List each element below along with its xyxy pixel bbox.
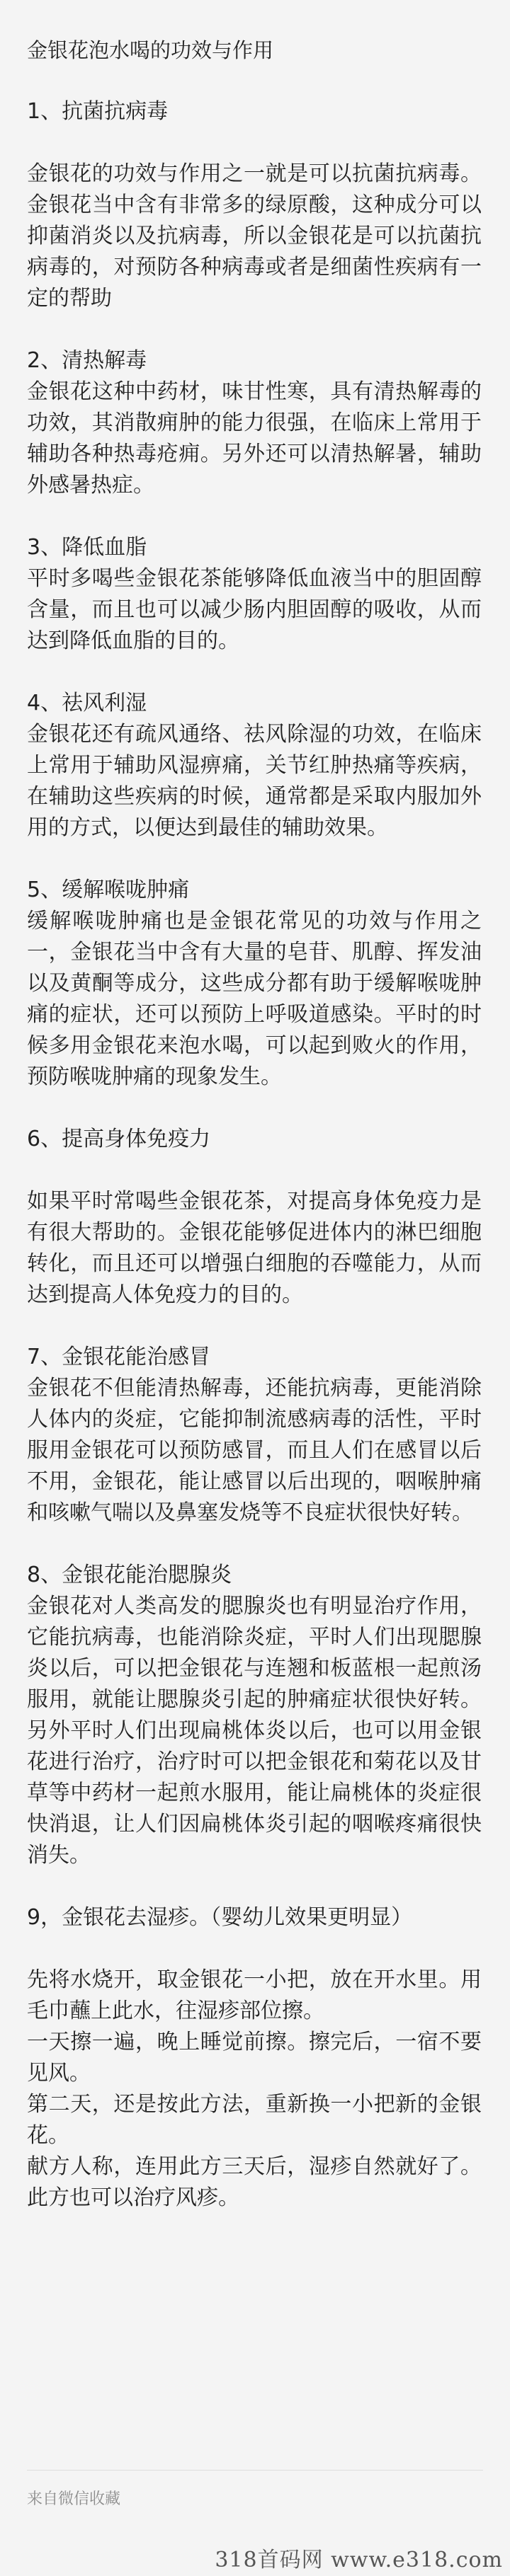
section-heading-7: 7、金银花能治感冒	[27, 1345, 211, 1369]
section-heading-6: 6、提高身体免疫力	[27, 1127, 211, 1151]
section-body-2: 金银花这种中药材，味甘性寒，具有清热解毒的功效，其消散痈肿的能力很强，在临床上常用于辅助各种热毒疮痈。另外还可以清热解暑，辅助外感暑热症。	[27, 379, 482, 498]
remedy-step-1: 先将水烧开，取金银花一小把，放在开水里。用毛巾蘸上此水，往湿疹部位擦。	[27, 1967, 482, 2023]
section-body-5: 缓解喉咙肿痛也是金银花常见的功效与作用之一，金银花当中含有大量的皂苷、肌醇、挥发油以及黄酮等成分，这些成分都有助于缓解喉咙肿痛的症状，还可以预防上呼吸道感染。平时的时候多用金银花来泡水喝，可以起到败火的作用，预防喉咙肿痛的现象发生。	[27, 909, 482, 1089]
article-title: 金银花泡水喝的功效与作用	[27, 38, 274, 62]
section-heading-4: 4、祛风利湿	[27, 691, 147, 715]
section-body-7: 金银花不但能清热解毒，还能抗病毒，更能消除人体内的炎症，它能抑制流感病毒的活性，平时服用金银花可以预防感冒，而且人们在感冒以后不用，金银花，能让感冒以后出现的，咽喉肿痛和咳嗽气喘以及鼻塞发烧等不良症状很快好转。	[27, 1376, 482, 1525]
section-body-3: 平时多喝些金银花茶能够降低血液当中的胆固醇含量，而且也可以减少肠内胆固醇的吸收，从而达到降低血脂的目的。	[27, 566, 482, 653]
section-body-6: 如果平时常喝些金银花茶，对提高身体免疫力是有很大帮助的。金银花能够促进体内的淋巴细胞转化，而且还可以增强白细胞的吞噬能力，从而达到提高人体免疫力的目的。	[27, 1189, 482, 1307]
source-label: 来自微信收藏	[27, 2490, 121, 2508]
remedy-step-3: 第二天，还是按此方法，重新换一小把新的金银花。	[27, 2092, 482, 2148]
site-watermark: 318首码网 www.e318.com	[215, 2548, 503, 2572]
section-heading-2: 2、清热解毒	[27, 348, 147, 373]
section-body-8: 金银花对人类高发的腮腺炎也有明显治疗作用，它能抗病毒，也能消除炎症，平时人们出现腮腺炎以后，可以把金银花与连翘和板蓝根一起煎汤服用，就能让腮腺炎引起的肿痛症状很快好转。另外平时人们出现扁桃体炎以后，也可以用金银花进行治疗，治疗时可以把金银花和菊花以及甘草等中药材一起煎水服用，能让扁桃体的炎症很快消退，让人们因扁桃体炎引起的咽喉疼痛很快消失。	[27, 1594, 482, 1868]
remedy-step-2: 一天擦一遍，晚上睡觉前擦。擦完后，一宿不要见风。	[27, 2030, 482, 2086]
remedy-step-4: 献方人称，连用此方三天后，湿疹自然就好了。此方也可以治疗风疹。	[27, 2154, 482, 2210]
section-heading-8: 8、金银花能治腮腺炎	[27, 1563, 232, 1587]
section-body-4: 金银花还有疏风通络、祛风除湿的功效，在临床上常用于辅助风湿痹痛，关节红肿热痛等疾病，在辅助这些疾病的时候，通常都是采取内服加外用的方式，以便达到最佳的辅助效果。	[27, 722, 482, 840]
section-heading-9: 9，金银花去湿疹。（婴幼儿效果更明显）	[27, 1905, 413, 1930]
footer-divider	[27, 2470, 483, 2471]
section-heading-3: 3、降低血脂	[27, 535, 147, 560]
section-heading-1: 1、抗菌抗病毒	[27, 99, 169, 124]
section-body-1: 金银花的功效与作用之一就是可以抗菌抗病毒。金银花当中含有非常多的绿原酸，这种成分可以抑菌消炎以及抗病毒，所以金银花是可以抗菌抗病毒的，对预防各种病毒或者是细菌性疾病有一定的帮助	[27, 161, 482, 311]
section-heading-5: 5、缓解喉咙肿痛	[27, 878, 190, 902]
